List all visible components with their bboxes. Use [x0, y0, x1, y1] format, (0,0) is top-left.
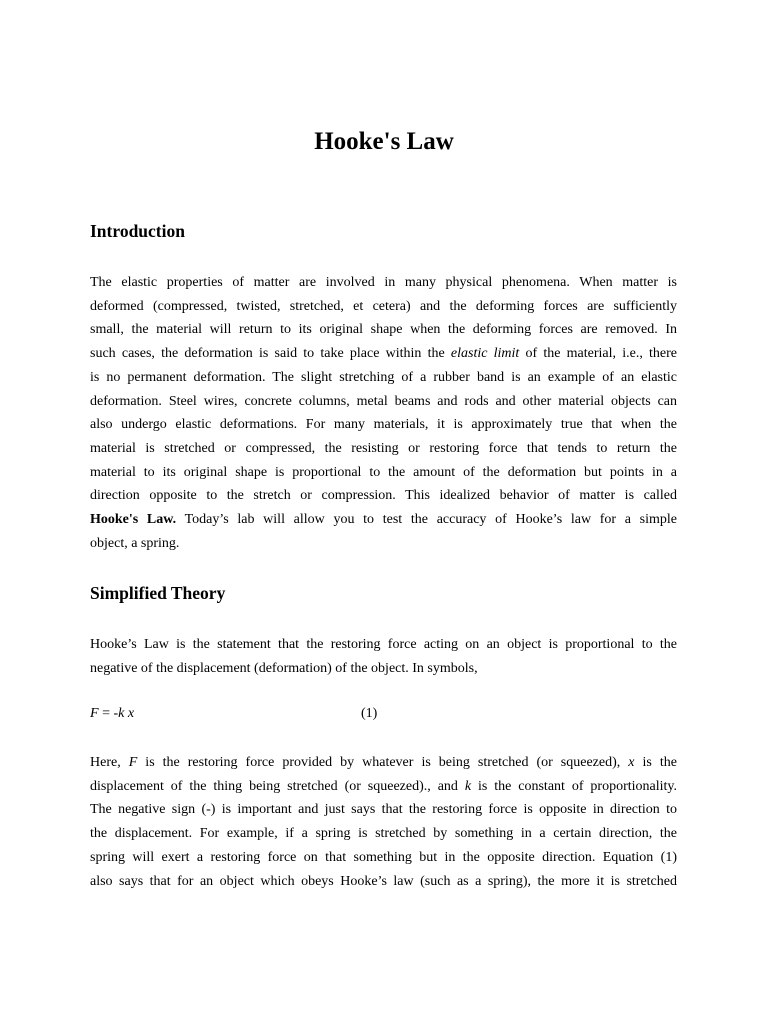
- paragraph-line: The negative sign (-) is important and just says that the restoring force is opposite in direction to: [90, 802, 677, 818]
- text-run: Today’s lab will allow you to test the accuracy of Hooke’s law for a simple: [184, 512, 678, 528]
- paragraph-line: material is stretched or compressed, the resisting or restoring force that tends to return the: [90, 440, 677, 456]
- paragraph-line: material to its original shape is proportional to the amount of the deformation but points in a: [90, 464, 677, 480]
- theory-paragraph: [90, 633, 677, 680]
- text-run: is the constant of proportionality.: [471, 778, 678, 794]
- paragraph-line: the displacement. For example, if a spring is stretched by something in a certain direction, the: [90, 826, 677, 842]
- eq-symbol-x: x: [127, 706, 135, 721]
- section-heading-introduction: Introduction: [90, 221, 185, 241]
- text-run: such cases, the deformation is said to take place within the: [90, 346, 445, 362]
- paragraph-line: Hooke’s Law is the statement that the restoring force acting on an object is proportional to the: [90, 637, 677, 652]
- paragraph-line: [90, 751, 677, 775]
- section-heading-simplified-theory: Simplified Theory: [90, 583, 226, 603]
- symbol-F: F: [128, 755, 138, 770]
- paragraph-line: [90, 508, 677, 532]
- text-run: is the restoring force provided by whatever is being stretched (or squeezed),: [137, 755, 629, 770]
- explanation-paragraph: [90, 751, 677, 893]
- paragraph-line: [90, 342, 677, 366]
- paragraph-line: also says that for an object which obeys Hooke’s law (such as a spring), the more it is stretched: [90, 873, 677, 889]
- introduction-paragraph: [90, 271, 677, 555]
- paragraph-line: deformed (compressed, twisted, stretched, et cetera) and the deforming forces are sufficiently: [90, 298, 677, 314]
- paragraph-line: is no permanent deformation. The slight stretching of a rubber band is an example of an elastic: [90, 369, 677, 385]
- equation-expression: [90, 706, 134, 722]
- paragraph-line: also undergo elastic deformations. For many materials, it is approximately true that when the: [90, 417, 677, 433]
- paragraph-line: deformation. Steel wires, concrete columns, metal beams and rods and other material objects can: [90, 393, 677, 409]
- paragraph-line: [90, 775, 677, 799]
- page-title: Hooke's Law: [314, 128, 454, 155]
- equation-number: (1): [361, 706, 378, 721]
- paragraph-line: small, the material will return to its original shape when the deforming forces are removed. In: [90, 322, 677, 338]
- paragraph-line: spring will exert a restoring force on that something but in the opposite direction. Equation (1): [90, 849, 677, 865]
- text-run: is the: [634, 755, 677, 770]
- eq-symbol-k: k: [118, 706, 125, 721]
- eq-minus: -: [113, 706, 119, 721]
- symbol-x: x: [628, 755, 635, 770]
- elastic-limit-term: elastic limit: [450, 346, 520, 362]
- text-run: of the material, i.e., there: [525, 346, 678, 362]
- paragraph-line: negative of the displacement (deformation) of the object. In symbols,: [90, 660, 478, 676]
- paragraph-line: object, a spring.: [90, 535, 180, 551]
- eq-equals: =: [98, 706, 114, 721]
- text-run: Here,: [90, 755, 129, 770]
- paragraph-line: The elastic properties of matter are involved in many physical phenomena. When matter is: [90, 275, 677, 290]
- text-run: displacement of the thing being stretched (or squeezed)., and: [90, 778, 465, 794]
- paragraph-line: direction opposite to the stretch or compression. This idealized behavior of matter is called: [90, 488, 677, 504]
- eq-symbol-F: F: [90, 706, 99, 721]
- symbol-k: k: [464, 778, 472, 794]
- hookes-law-term: Hooke's Law.: [90, 512, 177, 528]
